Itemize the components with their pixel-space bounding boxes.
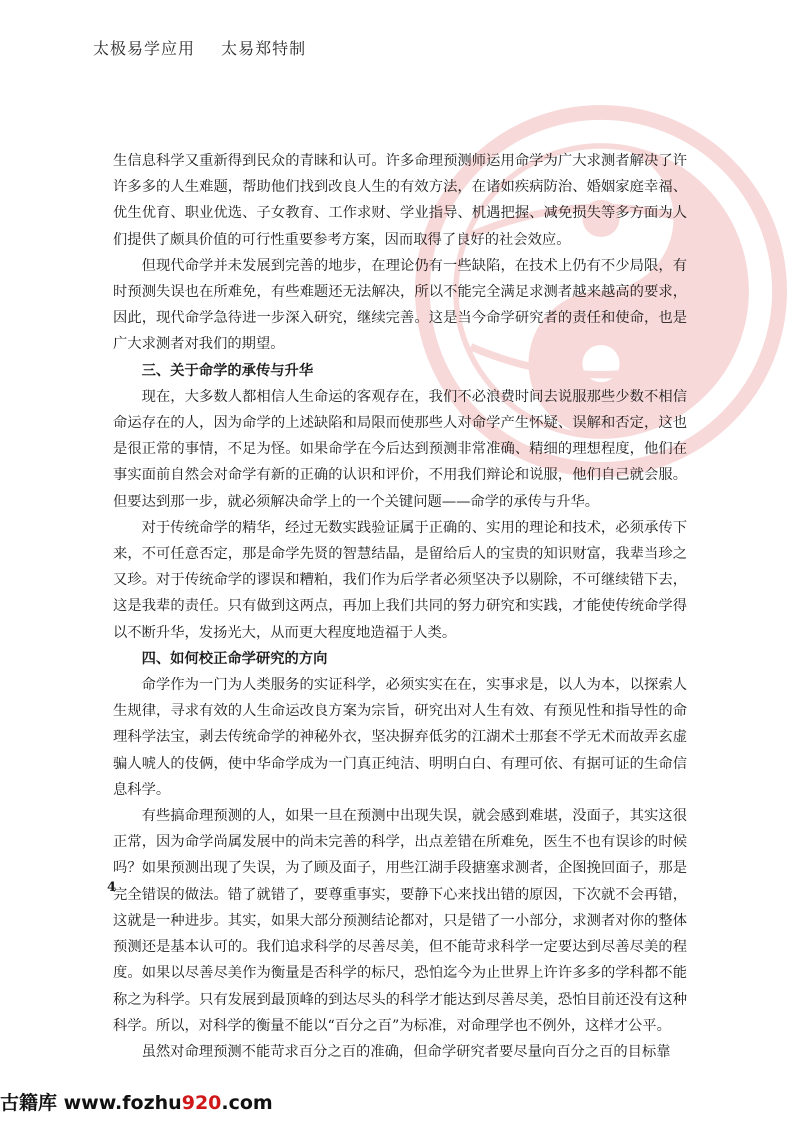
paragraph: 现在，大多数人都相信人生命运的客观存在，我们不必浪费时间去说服那些少数不相信命运存在的人，因为命学的上述缺陷和局限而使那些人对命学产生怀疑、误解和否定，这也是很正常的事情，不足为怪。如果命学在今后达到预测非常准确、精细的理想程度，他们在事实面前自然会对命学有新的正确的认识和评价，不用我们辩论和说服，他们自己就会服。但要达到那一步，就必须解决命学上的一个关键问题——命学的承传与升华。 [113,388,687,510]
page-number: 4 [107,880,117,895]
paragraph: 有些搞命理预测的人，如果一旦在预测中出现失误，就会感到难堪，没面子，其实这很正常，因为命学尚属发展中的尚未完善的科学，出点差错在所难免，医生不也有误诊的时候吗？如果预测出现了失误，为了顾及面子，用些江湖手段搪塞求测者，企图挽回面子，那是完全错误的做法。错了就错了，要尊重事实，要静下心来找出错的原因，下次就不会再错，这就是一种进步。其实，如果大部分预测结论都对，只是错了一小部分，求测者对你的整体预测还是基本认可的。我们追求科学的尽善尽美，但不能苛求科学一定要达到尽善尽美的程度。如果以尽善尽美作为衡量是否科学的标尺，恐怕迄今为止世界上许许多多的学科都不能称之为科学。只有发展到最顶峰的到达尽头的科学才能达到尽善尽美，恐怕目前还没有这种科学。所以，对科学的衡量不能以“百分之百”为标准，对命理学也不例外，这样才公平。 [113,808,687,1034]
body-text [113,148,687,1065]
paragraph: 虽然对命理预测不能苛求百分之百的准确，但命学研究者要尽量向百分之百的目标靠 [141,1043,671,1060]
section-heading: 三、关于命学的承传与升华 [141,362,314,379]
site-footer[interactable] [0,1088,273,1115]
footer-site-number: 920 [181,1092,222,1114]
paragraph: 命学作为一门为人类服务的实证科学，必须实实在在，实事求是，以人为本，以探索人生规律，寻求有效的人生命运改良方案为宗旨，研究出对人生有效、有预见性和指导性的命理科学法宝，剥去传统命学的神秘外衣，坚决摒弃低劣的江湖术士那套不学无术而故弄玄虚骗人唬人的伎俩，使中华命学成为一门真正纯洁、明明白白、有理可依、有据可证的生命信息科学。 [113,677,687,798]
header-book-title: 太极易学应用 [93,39,196,58]
section-heading: 四、如何校正命学研究的方向 [141,650,328,667]
header-author: 太易郑特制 [221,39,307,58]
footer-domain-suffix: .com [221,1092,273,1114]
footer-label: 古籍库 www.fozhu [0,1092,182,1114]
paragraph: 对于传统命学的精华，经过无数实践验证属于正确的、实用的理论和技术，必须承传下来，不可任意否定，那是命学先贤的智慧结晶，是留给后人的宝贵的知识财富，我辈当珍之又珍。对于传统命学的谬误和糟粕，我们作为后学者必须坚决予以剔除，不可继续错下去，这是我辈的责任。只有做到这两点，再加上我们共同的努力研究和实践，才能使传统命学得以不断升华，发扬光大，从而更大程度地造福于人类。 [113,519,687,641]
page-header [93,36,326,59]
paragraph: 但现代命学并未发展到完善的地步，在理论仍有一些缺陷，在技术上仍有不少局限，有时预测失误也在所难免，有些难题还无法解决，所以不能完全满足求测者越来越高的要求，因此，现代命学急待进一步深入研究，继续完善。这是当今命学研究者的责任和使命，也是广大求测者对我们的期望。 [113,257,687,353]
paragraph: 生信息科学又重新得到民众的青睐和认可。许多命理预测师运用命学为广大求测者解决了许许多多的人生难题，帮助他们找到改良人生的有效方法，在诸如疾病防治、婚姻家庭幸福、优生优育、职业优选、子女教育、工作求财、学业指导、机遇把握、减免损失等多方面为人们提供了颇具价值的可行性重要参考方案，因而取得了良好的社会效应。 [113,153,687,248]
